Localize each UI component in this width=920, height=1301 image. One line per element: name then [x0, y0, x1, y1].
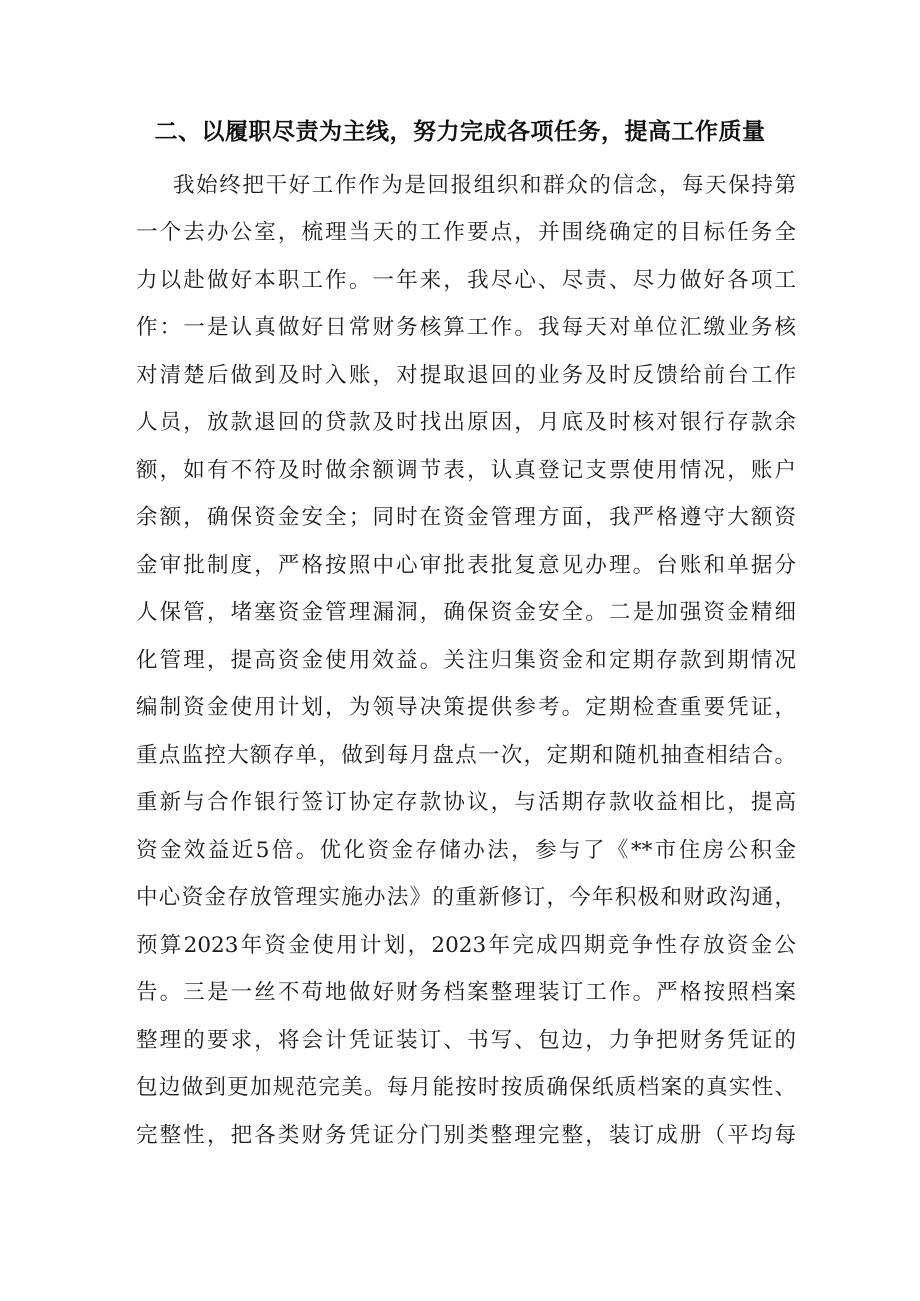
section-heading: 二、以履职尽责为主线，努力完成各项任务，提高工作质量	[154, 119, 766, 145]
text-line: 告。三是一丝不苟地做好财务档案整理装订工作。严格按照档案	[136, 980, 796, 1005]
text-line: 余额，确保资金安全；同时在资金管理方面，我严格遵守大额资	[136, 505, 796, 530]
text-line: 预算2023年资金使用计划，2023年完成四期竞争性存放资金公	[136, 933, 796, 958]
text-line: 完整性，把各类财务凭证分门别类整理完整，装订成册（平均每	[136, 1123, 796, 1148]
text-line: 金审批制度，严格按照中心审批表批复意见办理。台账和单据分	[136, 553, 796, 578]
text-line: 包边做到更加规范完美。每月能按时按质确保纸质档案的真实性、	[136, 1075, 796, 1100]
text-line: 力以赴做好本职工作。一年来，我尽心、尽责、尽力做好各项工	[136, 268, 796, 293]
text-line: 人员，放款退回的贷款及时找出原因，月底及时核对银行存款余	[136, 410, 796, 435]
text-line: 重新与合作银行签订协定存款协议，与活期存款收益相比，提高	[136, 790, 796, 815]
text-line: 中心资金存放管理实施办法》的重新修订，今年积极和财政沟通，	[136, 885, 796, 910]
text-line: 整理的要求，将会计凭证装订、书写、包边，力争把财务凭证的	[136, 1028, 796, 1053]
text-line: 编制资金使用计划，为领导决策提供参考。定期检查重要凭证，	[136, 695, 796, 720]
text-line: 资金效益近5倍。优化资金存储办法，参与了《**市住房公积金	[136, 838, 796, 863]
text-line: 作：一是认真做好日常财务核算工作。我每天对单位汇缴业务核	[136, 315, 796, 340]
text-line: 我始终把干好工作作为是回报组织和群众的信念，每天保持第	[173, 173, 796, 198]
text-line: 对清楚后做到及时入账，对提取退回的业务及时反馈给前台工作	[136, 363, 796, 388]
text-line: 一个去办公室，梳理当天的工作要点，并围绕确定的目标任务全	[136, 220, 796, 245]
text-line: 额，如有不符及时做余额调节表，认真登记支票使用情况，账户	[136, 458, 796, 483]
text-line: 人保管，堵塞资金管理漏洞，确保资金安全。二是加强资金精细	[136, 600, 796, 625]
text-line: 化管理，提高资金使用效益。关注归集资金和定期存款到期情况	[136, 648, 796, 673]
text-line: 重点监控大额存单，做到每月盘点一次，定期和随机抽查相结合。	[136, 743, 796, 768]
